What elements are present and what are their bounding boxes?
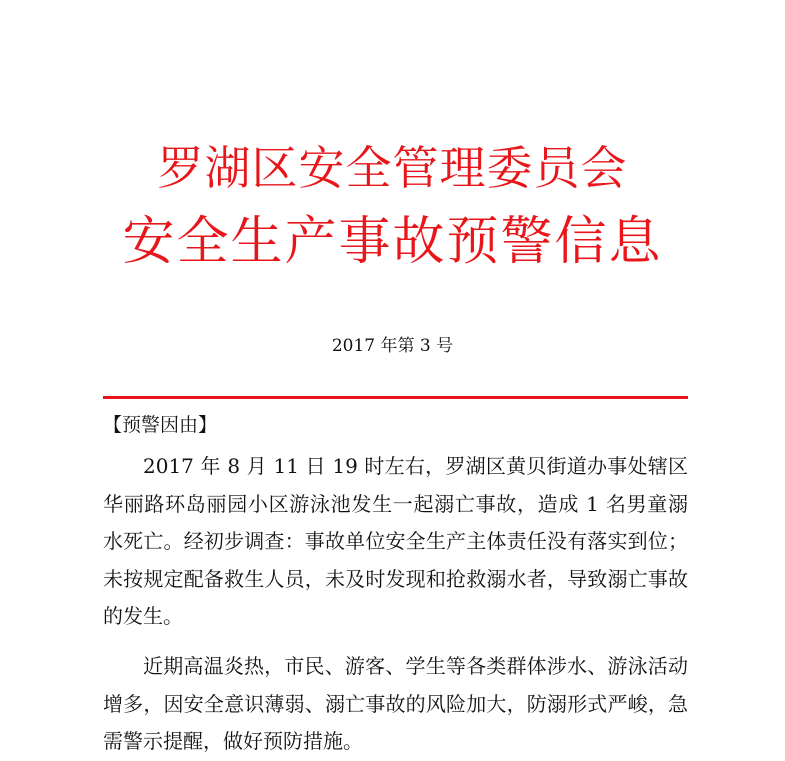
document-title-line-2: 安全生产事故预警信息 [122,212,663,272]
section-heading: 【预警因由】 [103,414,218,436]
red-divider-line [103,396,688,399]
document-title-line-1: 罗湖区安全管理委员会 [157,141,628,195]
body-paragraph-2: 近期高温炎热，市民、游客、学生等各类群体涉水、游泳活动增多，因安全意识薄弱、溺亡事故的风险加大，防溺形式严峻，急需警示提醒，做好预防措施。 [103,654,688,754]
issue-number: 2017 年第 3 号 [331,336,454,356]
body-paragraph-1: 2017 年 8 月 11 日 19 时左右，罗湖区黄贝街道办事处辖区华丽路环岛丽园小区游泳池发生一起溺亡事故，造成 1 名男童溺水死亡。经初步调查：事故单位安全生产主体责任没有落实到位；未按规定配备救生人员，未及时发现和抢救溺水者，导致溺亡事故的发生。 [103,454,688,629]
